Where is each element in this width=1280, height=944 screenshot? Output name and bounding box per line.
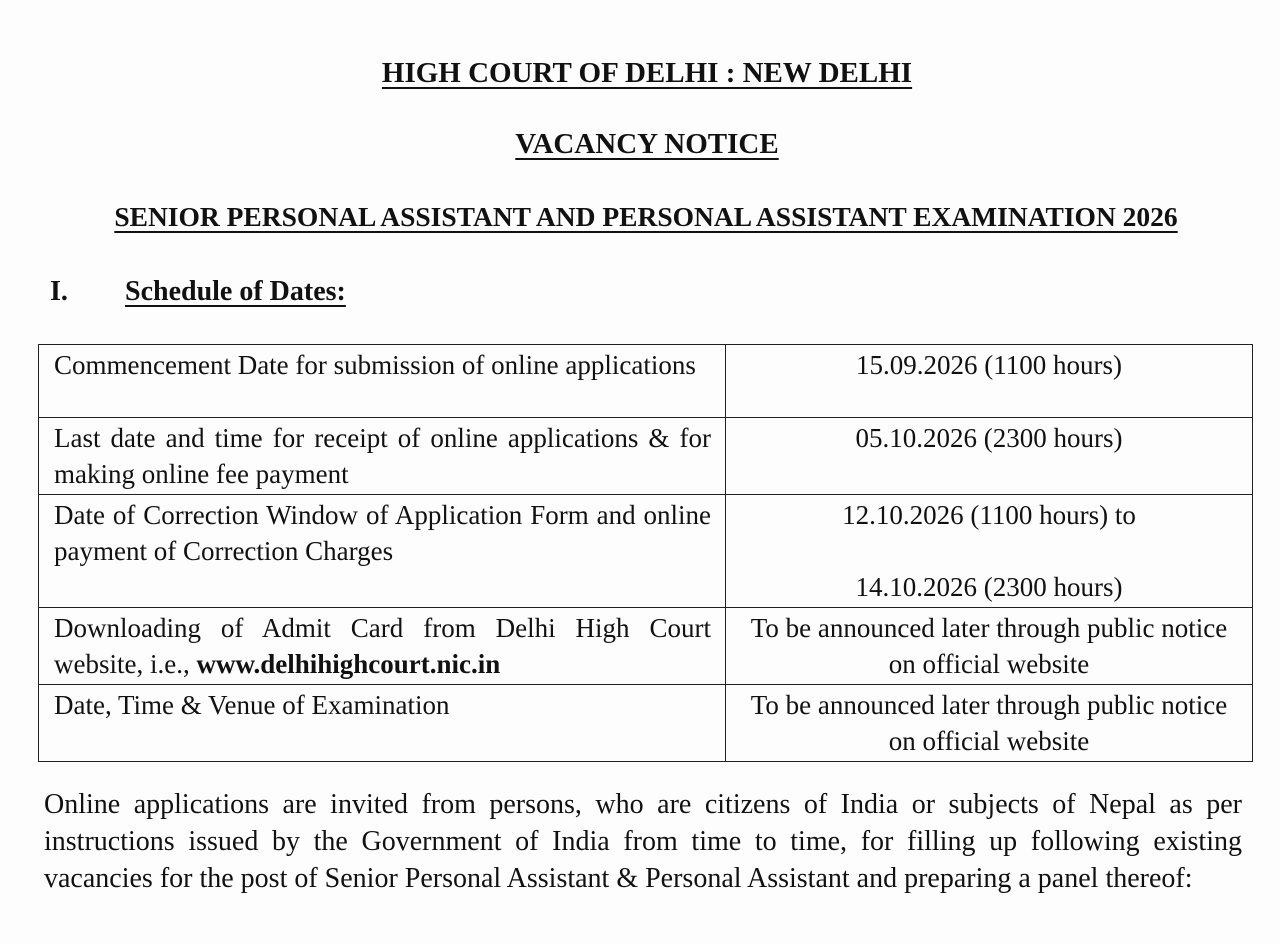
date-end: 14.10.2026 (2300 hours) [855,572,1123,602]
table-row [39,685,1253,762]
court-title-text: HIGH COURT OF DELHI : NEW DELHI [381,57,913,89]
event-cell [39,608,726,685]
event-cell: Last date and time for receipt of online applications & for making online fee payment [39,418,726,495]
section-title: Schedule of Dates: [125,276,346,307]
table-row [39,418,1253,495]
date-start: 12.10.2026 (1100 hours) to [842,500,1136,530]
schedule-table [38,344,1253,762]
date-cell [726,495,1253,608]
event-cell: Commencement Date for submission of online applications [39,345,726,418]
event-cell: Date, Time & Venue of Examination [39,685,726,762]
table-row [39,608,1253,685]
event-text: Downloading of Admit Card from Delhi High Court website, i.e., [54,613,711,679]
website-link[interactable]: www.delhihighcourt.nic.in [196,649,501,679]
section-number: I. [50,276,68,307]
table-row [39,495,1253,608]
notice-title [7,130,1280,159]
event-cell: Date of Correction Window of Application Form and online payment of Correction Charges [39,495,726,608]
exam-title [6,203,1280,231]
date-cell: To be announced later through public notice on official website [726,685,1253,762]
date-cell: 05.10.2026 (2300 hours) [726,418,1253,495]
invitation-paragraph: Online applications are invited from persons, who are citizens of India or subjects of Nepal as per instructions issued by the Government of India from time to time, for filling up following existing vacancies for the post of Senior Personal Assistant & Personal Assistant and preparing a panel thereof: [44,789,1242,894]
court-title [7,59,1280,88]
date-cell: To be announced later through public notice on official website [726,608,1253,685]
exam-title-text: SENIOR PERSONAL ASSISTANT AND PERSONAL ASSISTANT EXAMINATION 2026 [114,201,1178,232]
table-row [39,345,1253,418]
notice-title-text: VACANCY NOTICE [515,128,779,160]
section-heading [50,276,346,308]
date-cell: 15.09.2026 (1100 hours) [726,345,1253,418]
